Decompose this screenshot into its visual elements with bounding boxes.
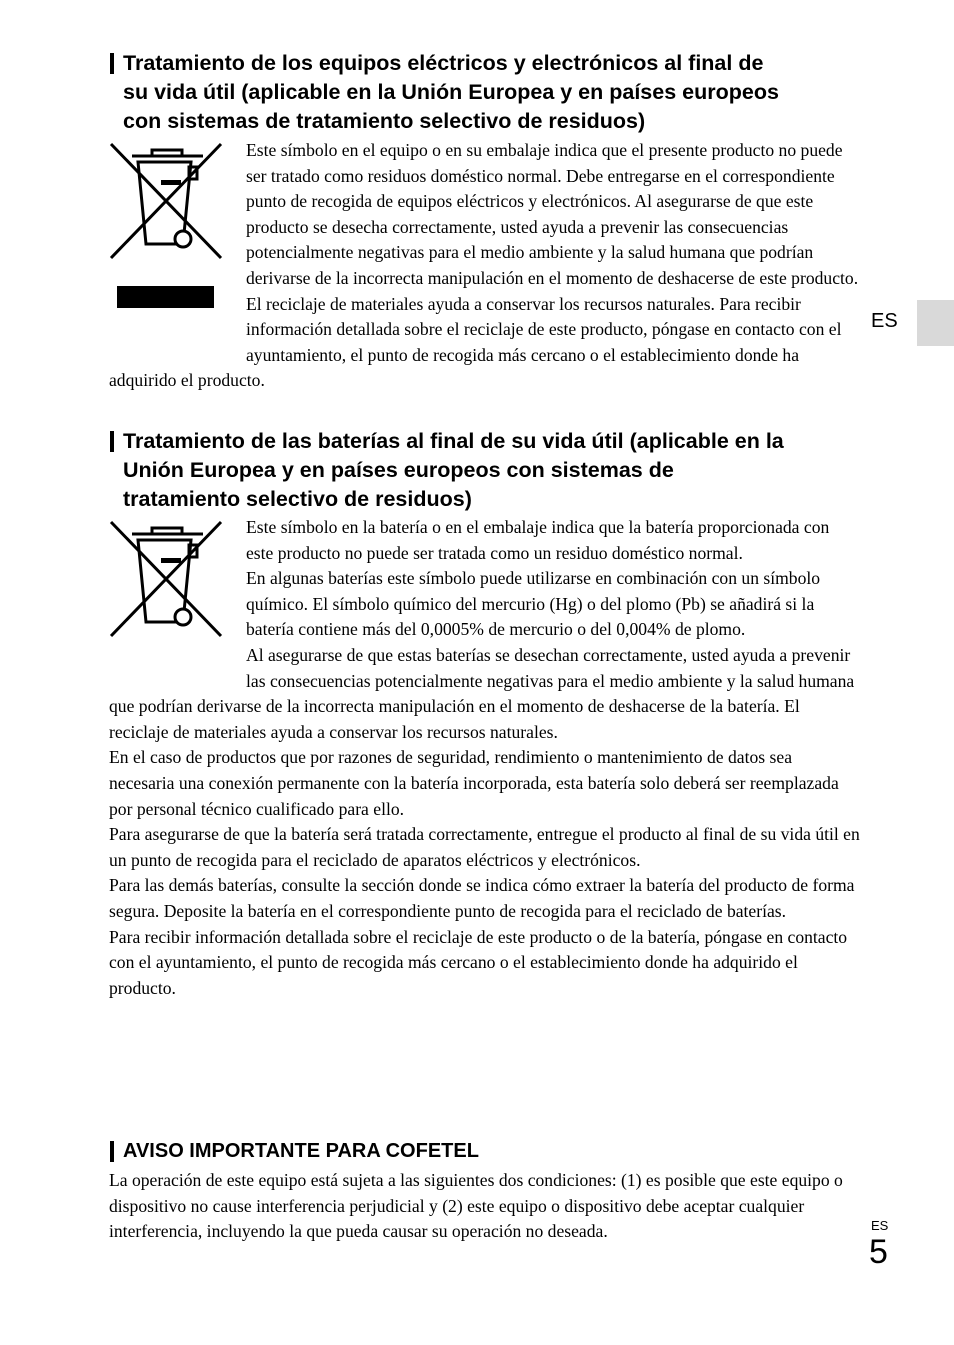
section2-paragraph-3: Al asegurarse de que estas baterías se desechan correctamente, usted ayuda a prevenir las consecuencias potencialmente negativas para el medio ambiente y la salud humana que podrían derivarse de la incorrecta manipulación en el momento de deshacerse de la batería. El reciclaje de materiales ayuda a conservar los recursos naturales. bbox=[109, 644, 855, 742]
page-language-code: ES bbox=[871, 1218, 889, 1233]
section1-text: Este símbolo en el equipo o en su embalaje indica que el presente producto no puede ser tratado como residuos doméstico normal. Debe entregarse en el correspondiente punto de recogida de equipos eléctricos y electrónicos. Al asegurarse de que este producto se desecha correctamente, usted ayuda a prevenir las consecuencias potencialmente negativas para el medio ambiente y la salud humana que podrían derivarse de la incorrecta manipulación en el momento de deshacerse de este producto. El reciclaje de materiales ayuda a conservar los recursos naturales. Para recibir información detallada sobre el reciclaje de este producto, póngase en contacto con el ayuntamiento, el punto de recogida más cercano o el establecimiento donde ha adquirido el producto. bbox=[109, 140, 859, 391]
section3-text: La operación de este equipo está sujeta a las siguientes dos condiciones: (1) es posible que este equipo o dispositivo no cause interferencia perjudicial y (2) este equipo o dispositivo debe aceptar cualquier interferencia, incluyendo la que pueda causar su operación no deseada. bbox=[109, 1170, 843, 1242]
heading-marker bbox=[110, 431, 114, 452]
section2-paragraph-1: Este símbolo en la batería o en el embalaje indica que la batería proporcionada con este producto no puede ser tratada como un residuo doméstico normal. bbox=[246, 517, 830, 563]
section2-heading-line-2: Unión Europea y en países europeos con sistemas de bbox=[123, 458, 674, 482]
section3-heading-text: AVISO IMPORTANTE PARA COFETEL bbox=[123, 1140, 479, 1162]
section1-heading-line-2: su vida útil (aplicable en la Unión Europea y en países europeos bbox=[123, 80, 779, 104]
section2-body bbox=[109, 515, 861, 1001]
section2-paragraph-6: Para las demás baterías, consulte la sección donde se indica cómo extraer la batería del producto de forma segura. Deposite la batería en el correspondiente punto de recogida para el reciclado de baterías. bbox=[109, 875, 855, 921]
section2-heading-line-1: Tratamiento de las baterías al final de su vida útil (aplicable en la bbox=[123, 429, 784, 453]
section3-body bbox=[109, 1168, 861, 1245]
heading-marker bbox=[110, 53, 114, 74]
section1-heading-line-1: Tratamiento de los equipos eléctricos y electrónicos al final de bbox=[123, 51, 764, 75]
section2-heading-line-3: tratamiento selectivo de residuos) bbox=[123, 487, 472, 511]
language-tab-label: ES bbox=[871, 310, 898, 332]
section2-paragraph-4: En el caso de productos que por razones de seguridad, rendimiento o mantenimiento de datos sea necesaria una conexión permanente con la batería incorporada, esta batería solo deberá ser reemplazada por personal técnico cualificado para ello. bbox=[109, 747, 839, 819]
section2-heading bbox=[110, 427, 784, 514]
section2-paragraph-2: En algunas baterías este símbolo puede utilizarse en combinación con un símbolo químico. El símbolo químico del mercurio (Hg) o del plomo (Pb) se añadirá si la batería contiene más del 0,0005% de mercurio o del 0,004% de plomo. bbox=[246, 568, 821, 640]
page-number: 5 bbox=[869, 1233, 888, 1271]
section2-paragraph-5: Para asegurarse de que la batería será tratada correctamente, entregue el producto al final de su vida útil en un punto de recogida para el reciclado de aparatos eléctricos y electrónicos. bbox=[109, 824, 860, 870]
icon-spacer bbox=[109, 138, 246, 343]
language-side-tab bbox=[917, 300, 954, 346]
section1-body bbox=[109, 138, 861, 394]
icon-spacer bbox=[109, 515, 246, 669]
section1-heading bbox=[110, 49, 779, 136]
section1-heading-line-3: con sistemas de tratamiento selectivo de residuos) bbox=[123, 109, 646, 133]
section2-paragraph-7: Para recibir información detallada sobre el reciclaje de este producto o de la batería, póngase en contacto con el ayuntamiento, el punto de recogida más cercano o el establecimiento donde ha adquirido el producto. bbox=[109, 926, 848, 998]
section3-heading bbox=[110, 1137, 479, 1166]
heading-marker bbox=[110, 1141, 114, 1162]
